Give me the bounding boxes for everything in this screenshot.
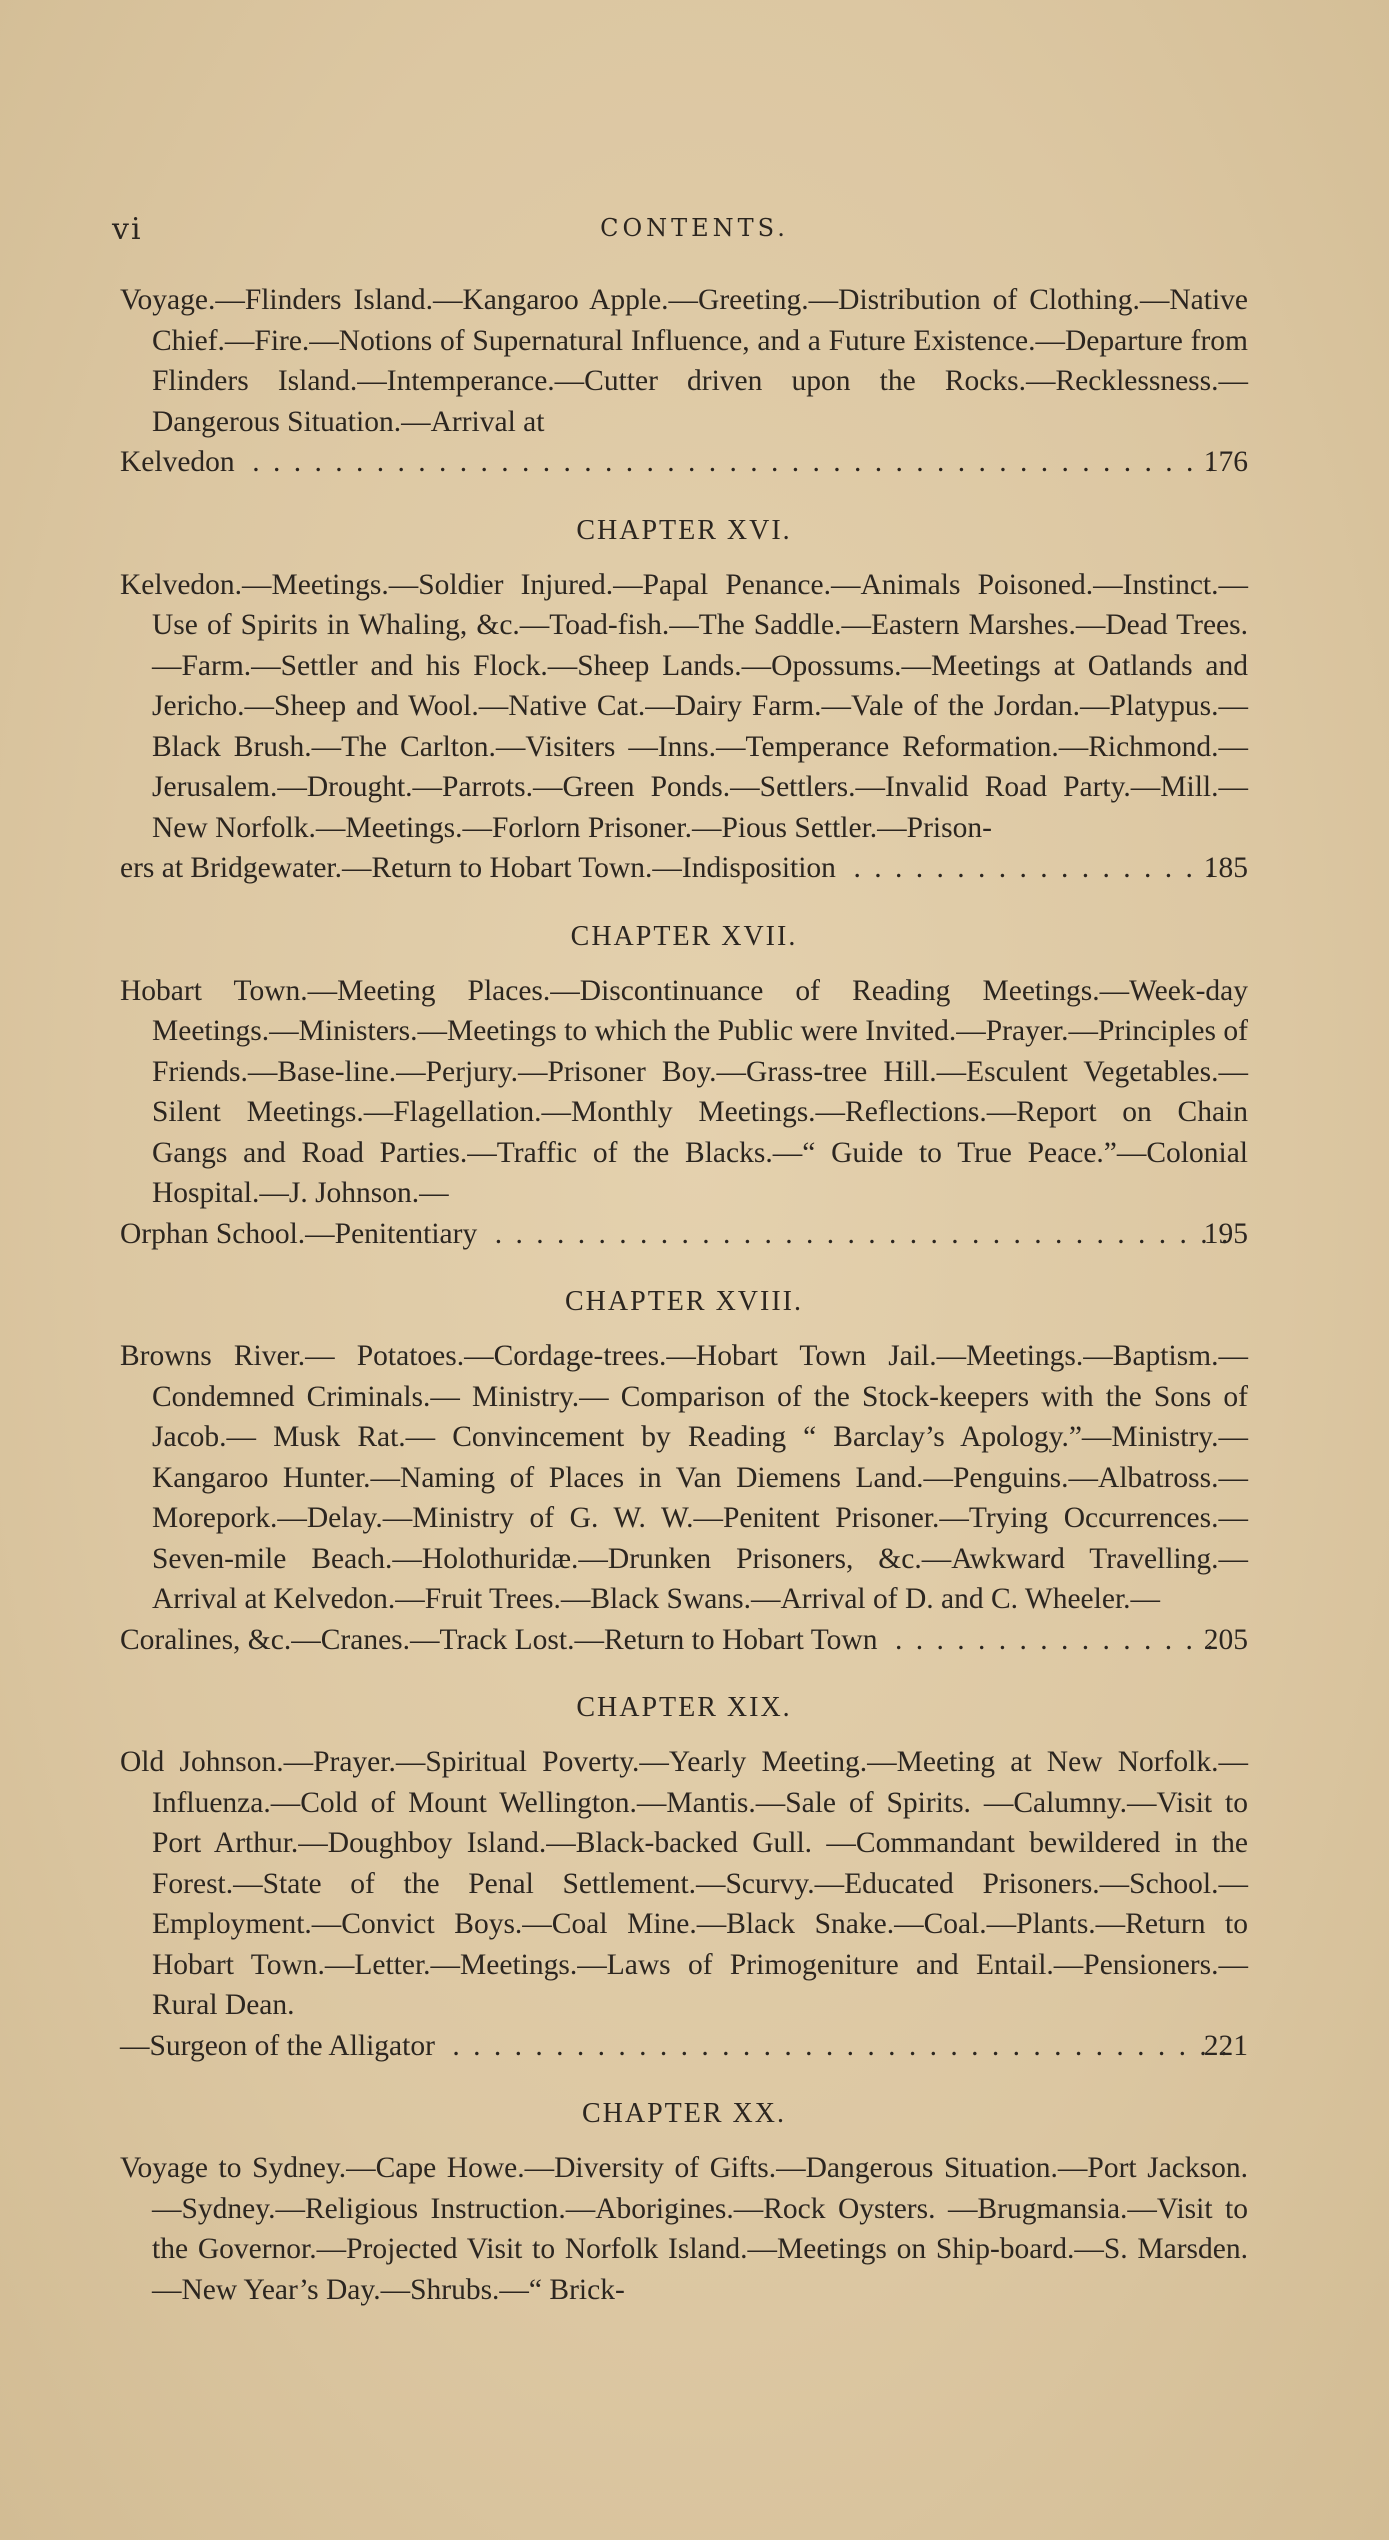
entry-text: Voyage to Sydney.—Cape Howe.—Diversity of Gifts.—Dangerous Situation.—Port Jackson.—Sydney.—Religious Instruction.—Aborigines.—Rock Oysters. —Brugmansia.—Visit to the Governor.—Projected Visit to Norfolk Island.—Meetings on Ship-board.—S. Marsden.—New Year’s Day.—Shrubs.—“ Brick-: [120, 2152, 1248, 2306]
entry-text-end: Coralines, &c.—Cranes.—Track Lost.—Return to Hobart Town: [120, 1623, 878, 1656]
contents-entry: [120, 280, 1248, 483]
dot-leader: [443, 2026, 1228, 2067]
entry-last-line: [120, 1620, 1248, 1661]
contents-entry: [120, 565, 1248, 889]
entry-text-end: ers at Bridgewater.—Return to Hobart Town.—Indisposition: [120, 852, 836, 884]
dot-leader: [844, 848, 1228, 889]
entry-text: Browns River.— Potatoes.—Cordage-trees.—Hobart Town Jail.—Meetings.—Baptism.— Condemned Criminals.— Ministry.— Comparison of the Stock-keepers with the Sons of Jacob.— Musk Rat.— Convincement by Reading “ Barclay’s Apology.”—Ministry.—Kangaroo Hunter.—Naming of Places in Van Diemens Land.—Penguins.—Albatross.—Morepork.—Delay.—Ministry of G. W. W.—Penitent Prisoner.—Trying Occurrences.—Seven-mile Beach.—Holothuridæ.—Drunken Prisoners, &c.—Awkward Travelling.—Arrival at Kelvedon.—Fruit Trees.—Black Swans.—Arrival of D. and C. Wheeler.—: [120, 1340, 1248, 1615]
running-title: CONTENTS.: [600, 214, 789, 242]
entry-text-end: Kelvedon: [120, 446, 235, 478]
chapter-heading: CHAPTER XVI.: [576, 514, 792, 546]
chapter-heading: CHAPTER XVIII.: [565, 1286, 803, 1317]
page-number: vi: [112, 212, 143, 247]
entry-text: Old Johnson.—Prayer.—Spiritual Poverty.—Yearly Meeting.—Meeting at New Norfolk.—Influenza.—Cold of Mount Wellington.—Mantis.—Sale of Spirits. —Calumny.—Visit to Port Arthur.—Doughboy Island.—Black-backed Gull. —Commandant bewildered in the Forest.—State of the Penal Settlement.—Scurvy.—Educated Prisoners.—School.—Employment.—Convict Boys.—Coal Mine.—Black Snake.—Coal.—Plants.—Return to Hobart Town.—Letter.—Meetings.—Laws of Primogeniture and Entail.—Pensioners.—Rural Dean.: [120, 1746, 1248, 2021]
entry-text: Kelvedon.—Meetings.—Soldier Injured.—Papal Penance.—Animals Poisoned.—Instinct.—Use of Spirits in Whaling, &c.—Toad-fish.—The Saddle.—Eastern Marshes.—Dead Trees.—Farm.—Settler and his Flock.—Sheep Lands.—Opossums.—Meetings at Oatlands and Jericho.—Sheep and Wool.—Native Cat.—Dairy Farm.—Vale of the Jordan.—Platypus.—Black Brush.—The Carlton.—Visiters —Inns.—Temperance Reformation.—Richmond.—Jerusalem.—Drought.—Parrots.—Green Ponds.—Settlers.—Invalid Road Party.—Mill.—New Norfolk.—Meetings.—Forlorn Prisoner.—Pious Settler.—Prison-: [120, 568, 1248, 844]
entry-last-line: [120, 1214, 1248, 1255]
entry-last-line: [120, 442, 1248, 483]
entry-page-number: 221: [1203, 2029, 1248, 2062]
entry-last-line: [120, 848, 1248, 889]
page-header: [0, 212, 1389, 252]
entry-text-end: Orphan School.—Penitentiary: [120, 1217, 478, 1250]
entry-text: Voyage.—Flinders Island.—Kangaroo Apple.—Greeting.—Distribution of Clothing.—Native Chief.—Fire.—Notions of Supernatural Influence, and a Future Existence.—Departure from Flinders Island.—Intemperance.—Cutter driven upon the Rocks.—Recklessness.—Dangerous Situation.—Arrival at: [120, 284, 1248, 438]
entry-text-end: —Surgeon of the Alligator: [120, 2029, 435, 2062]
entry-text: Hobart Town.—Meeting Places.—Discontinuance of Reading Meetings.—Week-day Meetings.—Ministers.—Meetings to which the Public were Invited.—Prayer.—Principles of Friends.—Base-line.—Perjury.—Prisoner Boy.—Grass-tree Hill.—Esculent Vegetables.—Silent Meetings.—Flagellation.—Monthly Meetings.—Reflections.—Report on Chain Gangs and Road Parties.—Traffic of the Blacks.—“ Guide to True Peace.”—Colonial Hospital.—J. Johnson.—: [120, 974, 1248, 1209]
entry-page-number: 195: [1203, 1217, 1248, 1250]
chapter-heading: CHAPTER XIX.: [576, 1692, 792, 1723]
contents-entry: [120, 971, 1248, 1255]
entry-page-number: 185: [1203, 852, 1248, 884]
entry-last-line: [120, 2026, 1248, 2067]
contents-entry: [120, 2148, 1248, 2310]
contents-entry: [120, 1742, 1248, 2066]
chapter-heading: CHAPTER XVII.: [570, 920, 798, 952]
chapter-heading: CHAPTER XX.: [581, 2098, 786, 2129]
contents-list: [120, 280, 1248, 2310]
entry-page-number: 176: [1203, 446, 1248, 478]
dot-leader: [485, 1214, 1228, 1255]
dot-leader: [885, 1620, 1227, 1661]
entry-page-number: 205: [1203, 1623, 1248, 1656]
contents-entry: [120, 1336, 1248, 1660]
dot-leader: [243, 442, 1228, 483]
